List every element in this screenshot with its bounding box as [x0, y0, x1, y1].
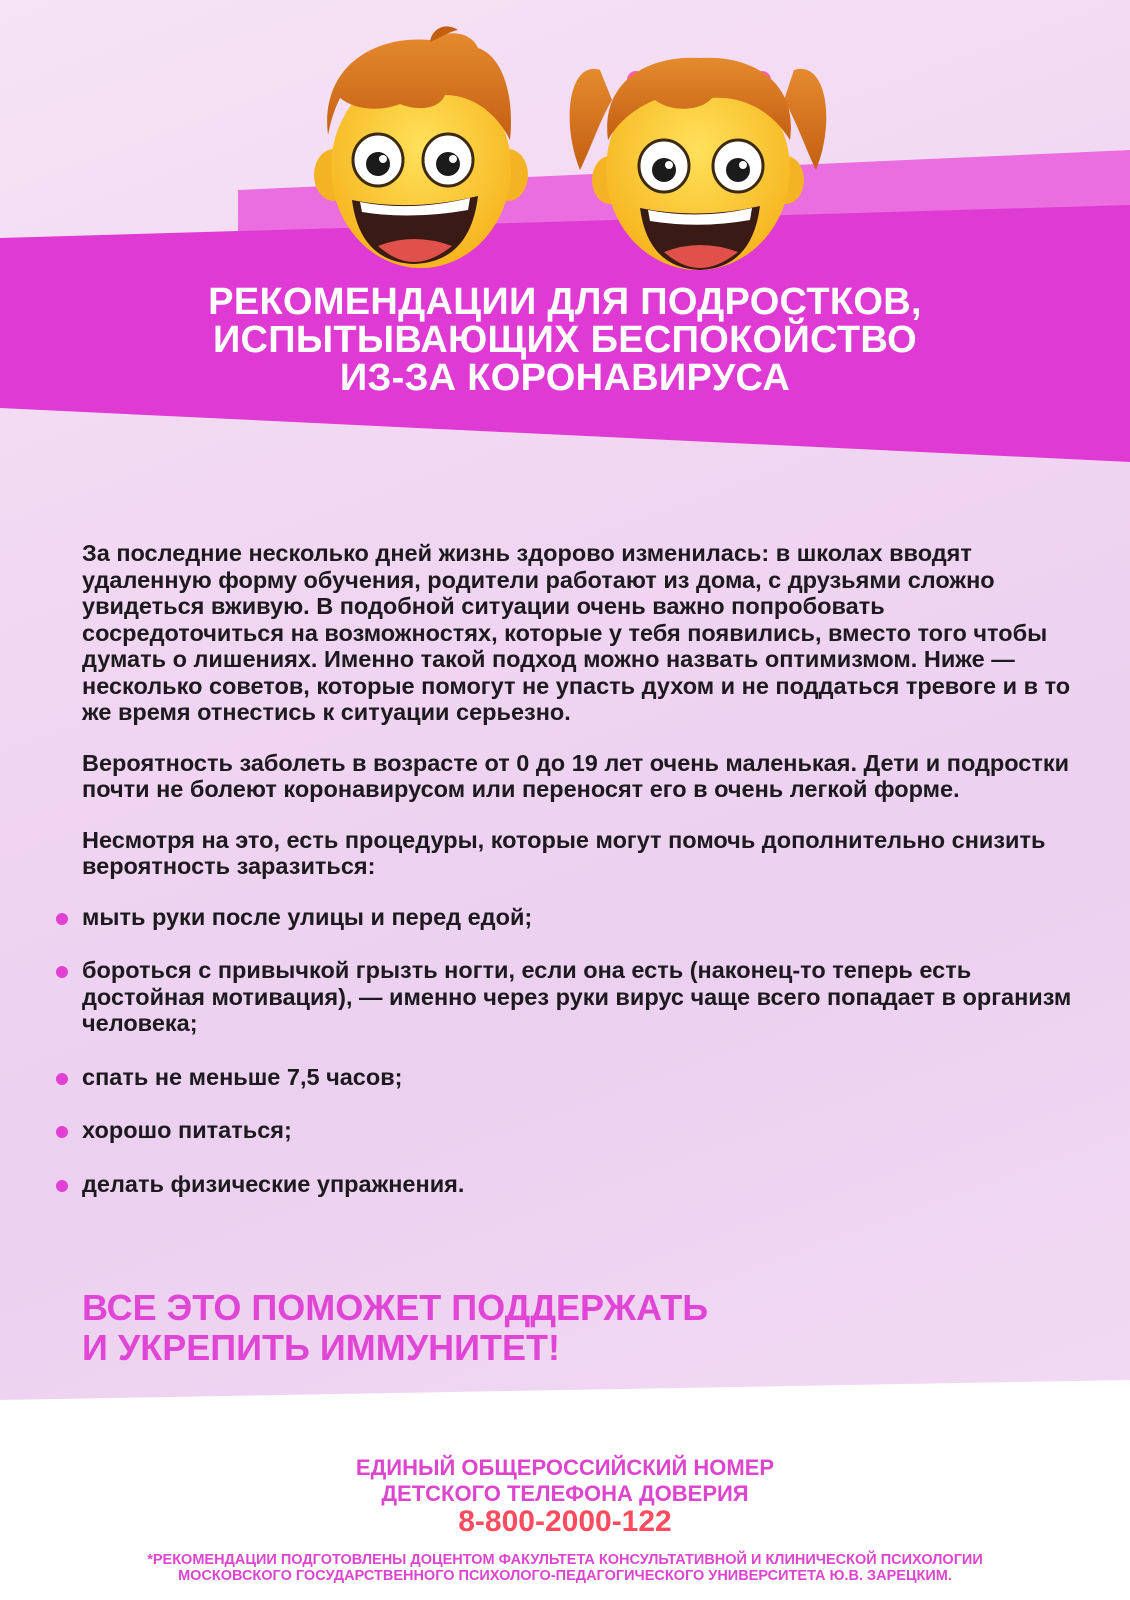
main-content [82, 540, 1082, 1224]
list-item [82, 957, 1082, 1037]
list-item [82, 1117, 1082, 1144]
conclusion-heading [82, 1288, 982, 1368]
bullet-dot-icon [56, 1073, 68, 1085]
page-title [0, 283, 1130, 397]
bullet-dot-icon [56, 1180, 68, 1192]
list-item [82, 1171, 1082, 1198]
title-line: ИЗ-ЗА КОРОНАВИРУСА [339, 357, 791, 399]
author-credit [0, 1552, 1130, 1584]
hotline-line: ДЕТСКОГО ТЕЛЕФОНА ДОВЕРИЯ [381, 1481, 749, 1506]
list-item [82, 1064, 1082, 1091]
conclusion-line: ВСЕ ЭТО ПОМОЖЕТ ПОДДЕРЖАТЬ [82, 1287, 709, 1328]
credit-line: *РЕКОМЕНДАЦИИ ПОДГОТОВЛЕНЫ ДОЦЕНТОМ ФАКУЛЬТЕТА КОНСУЛЬТАТИВНОЙ И КЛИНИЧЕСКОЙ ПСИХОЛОГИИ [147, 1552, 983, 1568]
boy-face-icon [314, 26, 528, 268]
list-item-text: делать физические упражнения. [82, 1170, 465, 1197]
bullet-dot-icon [56, 913, 68, 925]
phone-number[interactable]: 8-800-2000-122 [458, 1505, 672, 1538]
title-line: ИСПЫТЫВАЮЩИХ БЕСПОКОЙСТВО [212, 319, 918, 361]
tips-list [82, 904, 1082, 1198]
conclusion-line: И УКРЕПИТЬ ИММУНИТЕТ! [82, 1327, 560, 1368]
girl-face-icon [570, 58, 827, 270]
hotline-line: ЕДИНЫЙ ОБЩЕРОССИЙСКИЙ НОМЕР [355, 1455, 775, 1480]
credit-line: МОСКОВСКОГО ГОСУДАРСТВЕННОГО ПСИХОЛОГО-ПЕДАГОГИЧЕСКОГО УНИВЕРСИТЕТА Ю.В. ЗАРЕЦКИМ. [178, 1568, 952, 1584]
list-item [82, 904, 1082, 931]
risk-paragraph: Вероятность заболеть в возрасте от 0 до 19 лет очень маленькая. Дети и подростки почти не болеют коронавирусом или переносят его в очень легкой форме. [82, 749, 1070, 802]
intro-paragraph: За последние несколько дней жизнь здорово изменилась: в школах вводят удаленную форму обучения, родители работают из дома, с друзьями сложно увидеться вживую. В подобной ситуации очень важно попробовать сосредоточиться на возможностях, которые у тебя появились, вместо того чтобы думать о лишениях. Именно такой подход можно назвать оптимизмом. Ниже — несколько советов, которые помогут не упасть духом и не поддаться тревоге и в то же время отнестись к ситуации серьезно. [82, 540, 1071, 725]
bullet-dot-icon [56, 1126, 68, 1138]
list-item-text: хорошо питаться; [82, 1117, 292, 1143]
title-line: РЕКОМЕНДАЦИИ ДЛЯ ПОДРОСТКОВ, [208, 281, 922, 323]
bullet-dot-icon [56, 966, 68, 978]
hotline-caption [0, 1455, 1130, 1507]
kids-faces-illustration [0, 0, 1130, 300]
list-item-text: бороться с привычкой грызть ногти, если она есть (наконец-то теперь есть достойная мотивация), — именно через руки вирус чаще всего попадает в организм человека; [82, 957, 1072, 1036]
list-item-text: спать не меньше 7,5 часов; [82, 1063, 403, 1090]
list-item-text: мыть руки после улицы и перед едой; [82, 903, 533, 930]
procedures-paragraph: Несмотря на это, есть процедуры, которые могут помочь дополнительно снизить вероятность заразиться: [82, 826, 1046, 879]
